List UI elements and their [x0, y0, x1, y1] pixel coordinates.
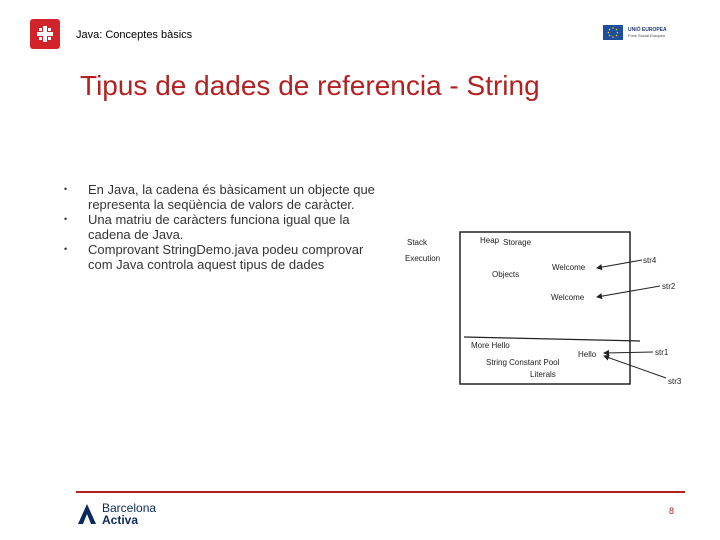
arrow-str1 [604, 352, 653, 353]
heap-label: Heap [480, 236, 500, 245]
bullet-text: En Java, la cadena és bàsicament un objecte que representa la seqüència de valors de caràcter. [88, 182, 375, 212]
arrow-str2 [597, 286, 660, 297]
eu-logo [603, 25, 667, 40]
string-memory-diagram [400, 228, 690, 398]
bullet-item [62, 182, 382, 212]
institution-logo-icon [30, 19, 60, 49]
hello-literal: Hello [578, 350, 597, 359]
stack-label: Stack [407, 238, 428, 247]
welcome-object-1: Welcome [552, 263, 586, 272]
str4-ref: str4 [643, 256, 657, 265]
bullet-text: Una matriu de caràcters funciona igual que la cadena de Java. [88, 212, 350, 242]
barcelona-activa-icon [76, 502, 98, 526]
str1-ref: str1 [655, 348, 669, 357]
brand-name-line2: Activa [102, 513, 139, 527]
execution-label: Execution [405, 254, 441, 263]
arrow-str4 [597, 260, 642, 268]
brand-logo [76, 502, 156, 526]
brand-name-line1: Barcelona [102, 501, 157, 515]
bullet-dot-icon: • [64, 244, 68, 254]
footer-divider [76, 491, 685, 493]
slide-title: Tipus de dades de referencia - String [80, 70, 540, 101]
bullet-text: Comprovant StringDemo.java podeu comprovar com Java controla aquest tipus de dades [88, 242, 364, 272]
more-hello-label: More Hello [471, 341, 510, 350]
literals-label: Literals [530, 370, 556, 379]
bullet-list [62, 182, 382, 272]
eu-sublabel: Fons Social Europeu [628, 32, 666, 38]
pool-label: String Constant Pool [486, 358, 560, 367]
eu-label: UNIÓ EUROPEA [628, 26, 667, 33]
bullet-item [62, 212, 382, 242]
page-number: 8 [669, 506, 675, 516]
arrow-str3 [604, 356, 666, 378]
bullet-item [62, 242, 382, 272]
storage-label: Storage [503, 238, 532, 247]
eu-flag-icon [603, 25, 623, 40]
course-title: Java: Conceptes bàsics [76, 29, 193, 41]
welcome-object-2: Welcome [551, 293, 585, 302]
objects-label: Objects [492, 270, 520, 279]
bullet-dot-icon: • [64, 214, 68, 224]
str3-ref: str3 [668, 377, 682, 386]
str2-ref: str2 [662, 282, 676, 291]
institution-logo [30, 19, 60, 49]
bullet-dot-icon: • [64, 184, 68, 194]
